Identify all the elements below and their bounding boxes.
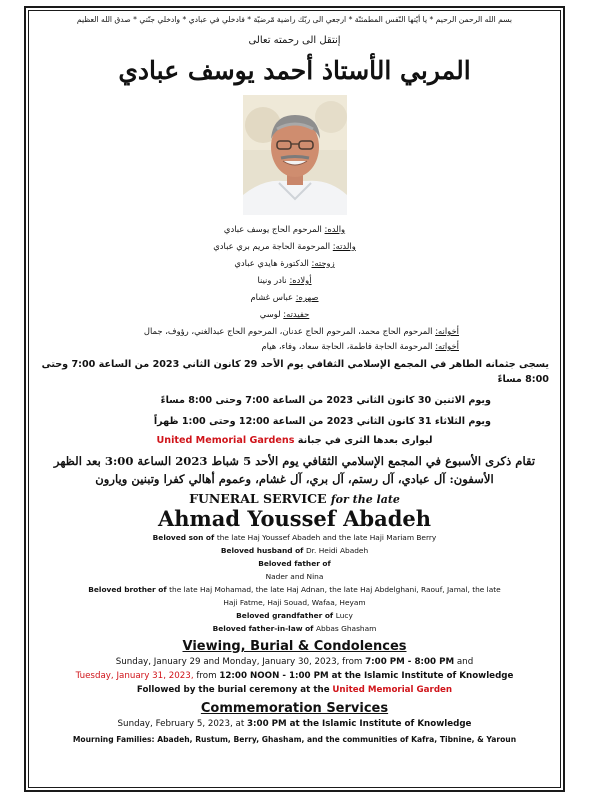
wife-value: الدكتورة هايدي عبادي [234,258,309,268]
commem-b: 3:00 PM at the Islamic Institute of Knowledge [247,719,472,729]
beloved-grandfather [32,609,557,622]
arabic-deceased-name: المربي الأستاذ أحمد يوسف عبادي [118,56,471,85]
beloved-son-label: Beloved son of [152,533,215,542]
mother-value: المرحومة الحاجة مريم بري عبادي [213,241,331,251]
brothers-label: أخوانه: [435,326,459,336]
beloved-list [32,531,557,635]
commem-a: Sunday, February 5, 2023, at [117,719,245,729]
beloved-fil-label: Beloved father-in-law of [212,624,314,633]
viewing-l2b: from [196,671,217,681]
children-value: نادر ونينا [257,275,287,285]
granddaughter-value: لوسي [259,309,281,319]
beloved-grandfather-value: Lucy [335,611,353,620]
arabic-mourners: الأسفون: آل عبادي، آل رستم، آل بري، آل غشام، وعموم أهالي كفرا وتبنين ويارون [95,472,494,486]
father-row [72,221,497,238]
beloved-husband-label: Beloved husband of [220,546,304,555]
children-row [72,272,497,289]
beloved-father [32,557,557,570]
beloved-husband [32,544,557,557]
soninlaw-value: عباس غشام [250,292,294,302]
beloved-brother-value: the late Haj Mohamad, the late Haj Adnan, the late Haj Abdelghani, Raouf, Jamal, the late [169,585,501,594]
arabic-intro: إنتقل الى رحمته تعالى [248,35,341,46]
funeral-service-label: FUNERAL SERVICE [189,491,327,506]
sisters-label: أخواته: [435,341,459,351]
brothers-value: المرحوم الحاج محمد، المرحوم الحاج عدنان، المرحوم الحاج عبدالغني، رؤوف، جمال [143,326,433,336]
beloved-father-value: Nader and Nina [265,572,324,581]
viewing-l2c: 12:00 NOON - 1:00 PM at the Islamic Institute of Knowledge [219,671,514,681]
viewing-section-title: Viewing, Burial & Condolences [182,639,407,654]
mother-label: والدته: [332,241,356,251]
beloved-father-in-law [32,622,557,635]
beloved-brother [32,583,557,596]
beloved-husband-value: Dr. Heidi Abadeh [305,546,369,555]
viewing-l1a: Sunday, January 29 and Monday, January 30, 2023, from [115,657,363,667]
burial-b: United Memorial Garden [332,685,453,695]
soninlaw-label: صهره: [295,292,319,302]
children-label: أولاده: [289,275,312,285]
arabic-memorial: تقام ذكرى الأسبوع في المجمع الإسلامي الثقافي يوم الأحد 5 شباط 2023 الساعة 3:00 بعد الظهر [53,454,536,468]
beloved-father-label: Beloved father of [258,559,331,568]
viewing-line-1 [32,655,557,669]
wife-label: زوجته: [311,258,335,268]
sisters-value: المرحومة الحاجة فاطمة، الحاجة سعاد، وفاء، هيام [261,341,433,351]
sisters-row [72,340,497,353]
arabic-viewing-2: ويوم الاثنين 30 كانون الثاني 2023 من الساعة 7:00 وحتى 8:00 مساءً [160,395,491,406]
beloved-grandfather-label: Beloved grandfather of [236,611,334,620]
granddaughter-row [72,306,497,323]
commemoration-title-text: Commemoration Services [200,701,389,716]
viewing-line-2 [32,669,557,683]
notice-content [32,12,557,782]
arabic-viewing-3: ويوم الثلاثاء 31 كانون الثاني 2023 من الساعة 12:00 وحتى 1:00 ظهراً [153,416,491,427]
beloved-fil-value: Abbas Ghasham [315,624,377,633]
arabic-burial-place: United Memorial Gardens [156,435,295,446]
viewing-l2a: Tuesday, January 31, 2023, [75,671,194,681]
beloved-brother-label: Beloved brother of [88,585,167,594]
arabic-viewing-1: يسجى جثمانه الطاهر في المجمع الإسلامي الثقافي يوم الأحد 29 كانون الثاني 2023 من الساعة 7:00 وحتى 8:00 مساءً [41,359,549,385]
father-value: المرحوم الحاج يوسف عبادي [223,224,322,234]
commemoration-line [32,717,557,731]
mourning-families: Mourning Families: Abadeh, Rustum, Berry, Ghasham, and the communities of Kafra, Tibnine, & Yaroun [72,735,517,744]
wife-row [72,255,497,272]
arabic-family-list [32,221,557,353]
beloved-son-value: the late Haj Youssef Abadeh and the late Haji Mariam Berry [216,533,437,542]
burial-a: Followed by the burial ceremony at the [136,685,330,695]
commemoration-title [32,700,557,717]
for-the-late-label: for the late [330,493,400,506]
granddaughter-label: حفيدته: [283,309,310,319]
arabic-burial [32,433,557,448]
mother-row [72,238,497,255]
english-deceased-name: Ahmad Youssef Abadeh [157,506,432,531]
quran-verse: بسم الله الرحمن الرحيم * يا أيّتها النّفس المطمئنّة * ارجعي الى ربّك راضية مّرضيّة * فادخلي في عبادي * وادخلي جنّتي * صدق الله العظيم [76,15,513,24]
father-label: والده: [324,224,346,234]
beloved-brother-value-2: Haji Fatme, Haji Souad, Wafaa, Heyam [223,598,366,607]
soninlaw-row [72,289,497,306]
deceased-portrait [243,95,347,215]
beloved-son [32,531,557,544]
funeral-service-title [32,491,557,506]
burial-line [32,683,557,697]
arabic-burial-text: ليوارى بعدها الثرى في جبانة [297,435,433,446]
brothers-row [72,323,497,340]
viewing-l1b: 7:00 PM - 8:00 PM [365,657,455,667]
viewing-l1c: and [456,657,474,667]
